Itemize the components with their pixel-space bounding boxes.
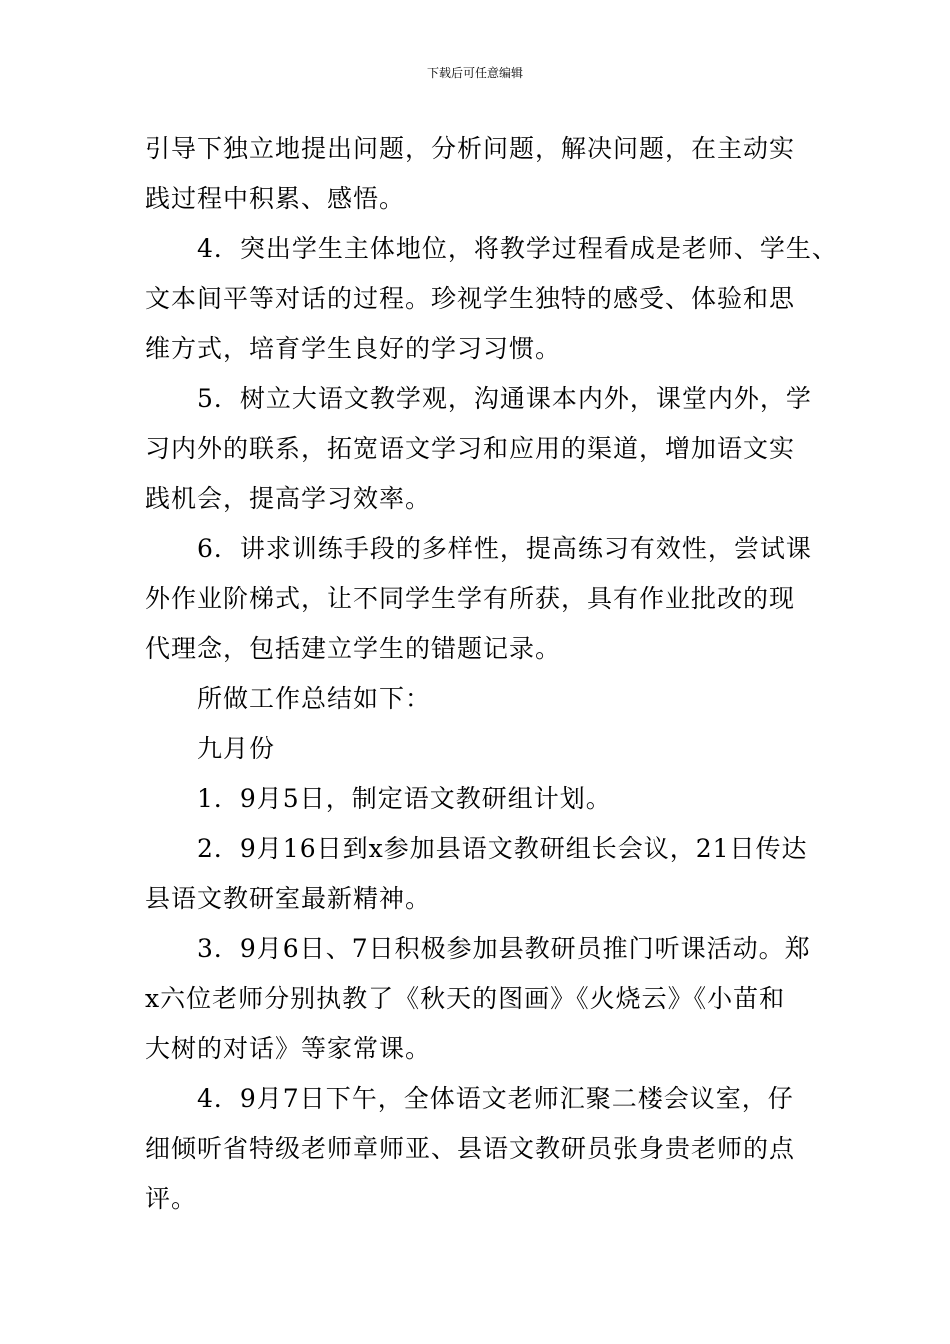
text-line: 5．树立大语文教学观，沟通课本内外，课堂内外，学	[197, 384, 812, 413]
document-body	[145, 124, 838, 1224]
text-line: 所做工作总结如下：	[197, 684, 432, 713]
text-line: 文本间平等对话的过程。珍视学生独特的感受、体验和思	[145, 284, 796, 313]
text-line: 维方式，培育学生良好的学习习惯。	[145, 334, 562, 363]
text-line: 4．9月7日下午，全体语文老师汇聚二楼会议室，仔	[197, 1084, 794, 1113]
text-line: 引导下独立地提出问题，分析问题，解决问题，在主动实	[145, 134, 796, 163]
text-line: 1．9月5日，制定语文教研组计划。	[197, 784, 612, 813]
text-line: 评。	[145, 1184, 198, 1213]
text-line: 代理念，包括建立学生的错题记录。	[145, 634, 562, 663]
text-line: 大树的对话》等家常课。	[145, 1034, 432, 1063]
text-line: 外作业阶梯式，让不同学生学有所获，具有作业批改的现	[145, 584, 796, 613]
text-line: 4．突出学生主体地位，将教学过程看成是老师、学生、	[197, 234, 838, 263]
text-line: 践机会，提高学习效率。	[145, 484, 432, 513]
text-line: 县语文教研室最新精神。	[145, 884, 432, 913]
page-header: 下载后可任意编辑	[426, 66, 523, 80]
text-line: x六位老师分别执教了《秋天的图画》《火烧云》《小苗和	[145, 984, 786, 1013]
text-line: 2．9月16日到x参加县语文教研组长会议，21日传达	[197, 834, 808, 863]
text-line: 3．9月6日、7日积极参加县教研员推门听课活动。郑	[197, 934, 811, 963]
text-line: 践过程中积累、感悟。	[145, 184, 406, 213]
text-line: 习内外的联系，拓宽语文学习和应用的渠道，增加语文实	[145, 434, 796, 463]
text-line: 6．讲求训练手段的多样性，提高练习有效性，尝试课	[197, 534, 812, 563]
text-line: 九月份	[197, 734, 276, 763]
text-line: 细倾听省特级老师章师亚、县语文教研员张身贵老师的点	[145, 1134, 796, 1163]
